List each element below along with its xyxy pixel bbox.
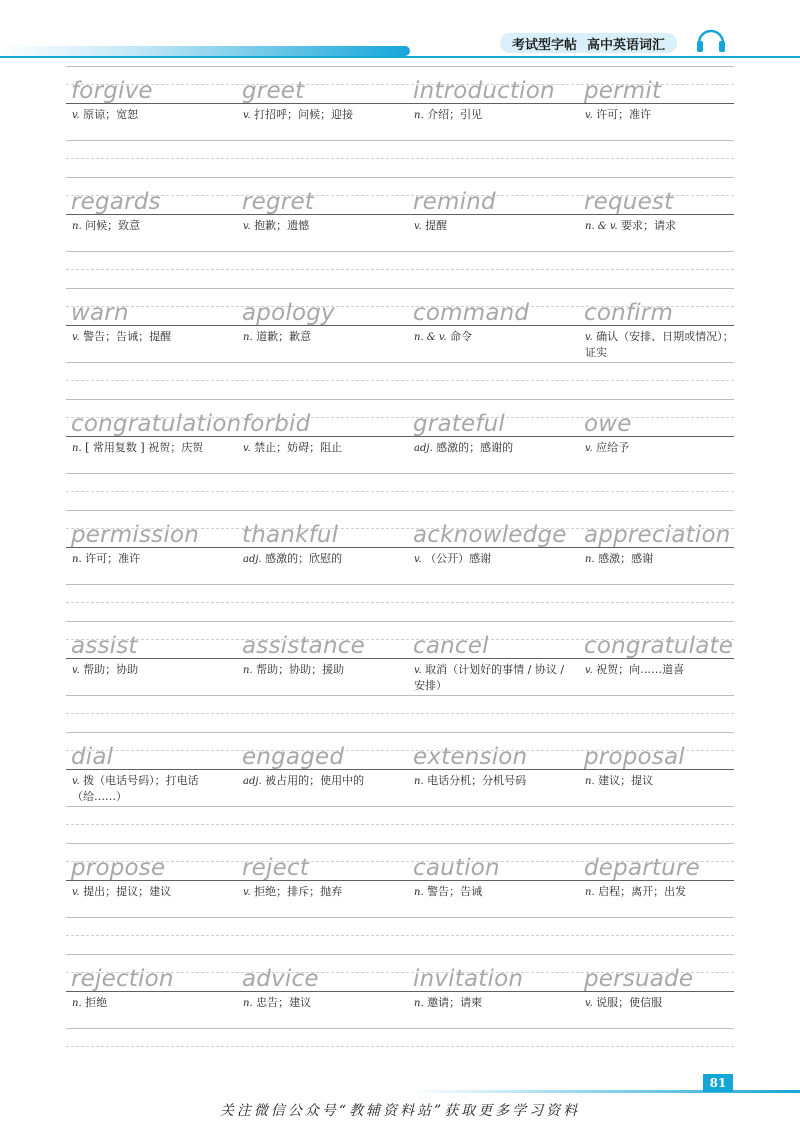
vocab-entry — [237, 177, 404, 288]
vocab-word: owe — [584, 411, 632, 437]
vocab-word: congratulation — [71, 411, 242, 437]
meaning-text: 被占用的；使用中的 — [265, 774, 365, 787]
part-of-speech: n. — [585, 554, 595, 565]
vocabulary-grid — [66, 66, 734, 1065]
vocab-definition — [585, 107, 741, 123]
meaning-text: 警告；告诫 — [427, 885, 483, 898]
header-rule — [0, 56, 800, 58]
vocab-entry — [408, 732, 575, 843]
vocab-word: extension — [413, 744, 528, 770]
part-of-speech: v. — [72, 110, 80, 121]
vocab-row — [66, 954, 734, 1065]
vocab-row — [66, 510, 734, 621]
vocab-entry — [66, 621, 233, 732]
vocab-row — [66, 621, 734, 732]
vocab-entry — [237, 510, 404, 621]
vocab-row — [66, 177, 734, 288]
vocab-entry — [237, 399, 404, 510]
meaning-text: 启程；离开；出发 — [598, 885, 687, 898]
vocab-definition — [243, 329, 399, 345]
vocab-definition — [585, 773, 741, 789]
part-of-speech: n. — [243, 998, 253, 1009]
part-of-speech: v. — [585, 110, 593, 121]
vocab-word: regret — [242, 189, 315, 215]
footer-note: 关注微信公众号“教辅资料站”获取更多学习资料 — [219, 1103, 581, 1119]
vocab-definition — [243, 107, 399, 123]
header-title-right: 高中英语词汇 — [587, 37, 666, 53]
vocab-definition — [414, 662, 570, 693]
vocab-definition — [414, 218, 570, 234]
vocab-word: proposal — [584, 744, 685, 770]
vocab-entry — [579, 510, 746, 621]
vocab-entry — [66, 288, 233, 399]
vocab-word: propose — [71, 855, 166, 881]
part-of-speech: v. — [414, 554, 422, 565]
vocab-word: confirm — [584, 300, 674, 326]
vocab-word: advice — [242, 966, 319, 992]
vocab-entry — [408, 510, 575, 621]
vocab-definition — [72, 107, 228, 123]
meaning-text: 帮助；协助；援助 — [256, 663, 345, 676]
part-of-speech: n. — [72, 998, 82, 1009]
vocab-definition — [414, 551, 570, 567]
part-of-speech: v. — [414, 221, 422, 232]
meaning-text: [ 常用复数 ] 祝贺；庆贺 — [85, 441, 204, 454]
meaning-text: 要求；请求 — [621, 219, 677, 232]
meaning-text: 提出；提议；建议 — [83, 885, 172, 898]
part-of-speech: n. — [243, 665, 253, 676]
meaning-text: （公开）感谢 — [425, 552, 492, 565]
vocab-definition — [414, 995, 570, 1011]
vocab-word: request — [584, 189, 674, 215]
vocab-definition — [72, 662, 228, 678]
meaning-text: 命令 — [450, 330, 473, 343]
vocab-definition — [72, 773, 228, 804]
vocab-entry — [408, 177, 575, 288]
footer-accent-line — [410, 1090, 800, 1093]
meaning-text: 拨（电话号码）；打电话（给……） — [72, 774, 199, 803]
meaning-text: 打招呼；问候；迎接 — [254, 108, 354, 121]
part-of-speech: v. — [585, 665, 593, 676]
vocab-definition — [585, 662, 741, 678]
part-of-speech: v. — [585, 998, 593, 1009]
meaning-text: 感激的；欣慰的 — [265, 552, 343, 565]
vocab-word: forgive — [71, 78, 153, 104]
vocab-word: forbid — [242, 411, 311, 437]
vocab-row — [66, 66, 734, 177]
part-of-speech: adj. — [243, 554, 262, 565]
vocab-word: dial — [71, 744, 114, 770]
vocab-definition — [243, 551, 399, 567]
part-of-speech: v. — [414, 665, 422, 676]
vocab-entry — [408, 843, 575, 954]
part-of-speech: n. — [414, 887, 424, 898]
vocab-definition — [585, 551, 741, 567]
vocab-definition — [414, 440, 570, 456]
meaning-text: 道歉；歉意 — [256, 330, 312, 343]
vocab-entry — [237, 288, 404, 399]
part-of-speech: n. — [585, 887, 595, 898]
vocab-word: greet — [242, 78, 305, 104]
part-of-speech: v. — [243, 221, 251, 232]
header-title — [500, 33, 677, 53]
vocab-definition — [414, 884, 570, 900]
vocab-entry — [408, 399, 575, 510]
part-of-speech: n. — [243, 332, 253, 343]
vocab-entry — [66, 177, 233, 288]
vocab-word: engaged — [242, 744, 345, 770]
vocab-entry — [579, 177, 746, 288]
vocab-entry — [408, 66, 575, 177]
vocab-entry — [66, 843, 233, 954]
part-of-speech: v. — [72, 332, 80, 343]
meaning-text: 取消（计划好的事情 / 协议 / 安排） — [414, 663, 565, 692]
part-of-speech: v. — [72, 665, 80, 676]
meaning-text: 帮助；协助 — [83, 663, 139, 676]
meaning-text: 禁止；妨碍；阻止 — [254, 441, 343, 454]
vocab-entry — [237, 621, 404, 732]
vocab-definition — [414, 107, 570, 123]
vocab-entry — [66, 510, 233, 621]
meaning-text: 感激的；感谢的 — [436, 441, 514, 454]
vocab-definition — [414, 329, 570, 345]
meaning-text: 拒绝；排斥；抛弃 — [254, 885, 343, 898]
vocab-entry — [408, 954, 575, 1065]
vocab-definition — [243, 884, 399, 900]
part-of-speech: adj. — [414, 443, 433, 454]
vocab-definition — [72, 551, 228, 567]
vocab-entry — [408, 621, 575, 732]
part-of-speech: v. — [585, 443, 593, 454]
part-of-speech: v. — [243, 887, 251, 898]
vocab-definition — [243, 440, 399, 456]
vocab-definition — [243, 995, 399, 1011]
part-of-speech: n. — [585, 776, 595, 787]
part-of-speech: v. — [243, 110, 251, 121]
vocab-entry — [579, 288, 746, 399]
vocab-word: rejection — [71, 966, 174, 992]
part-of-speech: n. — [414, 776, 424, 787]
vocab-entry — [66, 732, 233, 843]
meaning-text: 确认（安排、日期或情况）；证实 — [585, 330, 734, 359]
vocab-row — [66, 732, 734, 843]
vocab-definition — [243, 662, 399, 678]
part-of-speech: v. — [72, 887, 80, 898]
meaning-text: 原谅；宽恕 — [83, 108, 139, 121]
vocab-word: appreciation — [584, 522, 731, 548]
part-of-speech: n. — [72, 554, 82, 565]
vocab-entry — [237, 843, 404, 954]
meaning-text: 抱歉；遗憾 — [254, 219, 310, 232]
part-of-speech: n. — [414, 998, 424, 1009]
vocab-word: reject — [242, 855, 310, 881]
meaning-text: 祝贺；向……道喜 — [596, 663, 685, 676]
vocab-definition — [585, 329, 741, 360]
meaning-text: 忠告；建议 — [256, 996, 312, 1009]
header-accent-band — [0, 46, 410, 56]
vocab-word: assist — [71, 633, 138, 659]
vocab-definition — [585, 218, 741, 234]
vocab-definition — [585, 995, 741, 1011]
vocab-entry — [66, 66, 233, 177]
meaning-text: 说服；使信服 — [596, 996, 663, 1009]
vocab-definition — [414, 773, 570, 789]
vocab-definition — [585, 884, 741, 900]
vocab-row — [66, 843, 734, 954]
vocab-entry — [66, 954, 233, 1065]
vocab-entry — [579, 954, 746, 1065]
vocab-word: warn — [71, 300, 129, 326]
vocab-word: permission — [71, 522, 200, 548]
vocab-definition — [585, 440, 741, 456]
vocab-word: permit — [584, 78, 662, 104]
vocab-word: introduction — [413, 78, 555, 104]
part-of-speech: v. — [585, 332, 593, 343]
vocab-word: grateful — [413, 411, 505, 437]
vocab-row — [66, 288, 734, 399]
part-of-speech: n. — [72, 221, 82, 232]
vocab-definition — [72, 884, 228, 900]
vocab-word: acknowledge — [413, 522, 567, 548]
vocab-definition — [243, 218, 399, 234]
vocab-row — [66, 399, 734, 510]
vocab-word: persuade — [584, 966, 694, 992]
part-of-speech: v. — [243, 443, 251, 454]
vocab-word: departure — [584, 855, 700, 881]
meaning-text: 邀请；请柬 — [427, 996, 483, 1009]
vocab-definition — [72, 329, 228, 345]
part-of-speech: n. — [414, 110, 424, 121]
vocab-word: command — [413, 300, 530, 326]
headphones-icon — [694, 26, 728, 54]
meaning-text: 建议；提议 — [598, 774, 654, 787]
header-title-left: 考试型字帖 — [512, 37, 578, 53]
vocab-entry — [237, 66, 404, 177]
part-of-speech: n. & v. — [414, 332, 447, 343]
meaning-text: 感激；感谢 — [598, 552, 654, 565]
meaning-text: 许可；准许 — [85, 552, 141, 565]
vocab-word: caution — [413, 855, 500, 881]
vocab-word: regards — [71, 189, 161, 215]
part-of-speech: n. & v. — [585, 221, 618, 232]
vocab-word: assistance — [242, 633, 365, 659]
meaning-text: 许可；准许 — [596, 108, 652, 121]
vocab-definition — [72, 440, 228, 456]
vocab-word: thankful — [242, 522, 339, 548]
vocab-word: congratulate — [584, 633, 734, 659]
vocab-word: invitation — [413, 966, 524, 992]
vocab-entry — [579, 66, 746, 177]
meaning-text: 提醒 — [425, 219, 448, 232]
meaning-text: 介绍；引见 — [427, 108, 483, 121]
vocab-word: remind — [413, 189, 496, 215]
meaning-text: 应给予 — [596, 441, 630, 454]
vocab-word: apology — [242, 300, 335, 326]
meaning-text: 电话分机；分机号码 — [427, 774, 527, 787]
vocab-entry — [579, 399, 746, 510]
vocab-entry — [66, 399, 242, 510]
vocab-entry — [579, 621, 746, 732]
vocab-entry — [408, 288, 575, 399]
vocab-definition — [72, 995, 228, 1011]
vocab-entry — [237, 954, 404, 1065]
vocab-word: cancel — [413, 633, 489, 659]
vocab-definition — [243, 773, 399, 789]
page-number: 81 — [703, 1074, 733, 1092]
vocab-entry — [237, 732, 404, 843]
vocab-definition — [72, 218, 228, 234]
part-of-speech: n. — [72, 443, 82, 454]
meaning-text: 问候；致意 — [85, 219, 141, 232]
meaning-text: 警告；告诫；提醒 — [83, 330, 172, 343]
part-of-speech: adj. — [243, 776, 262, 787]
part-of-speech: v. — [72, 776, 80, 787]
vocab-entry — [579, 732, 746, 843]
meaning-text: 拒绝 — [85, 996, 108, 1009]
vocab-entry — [579, 843, 746, 954]
